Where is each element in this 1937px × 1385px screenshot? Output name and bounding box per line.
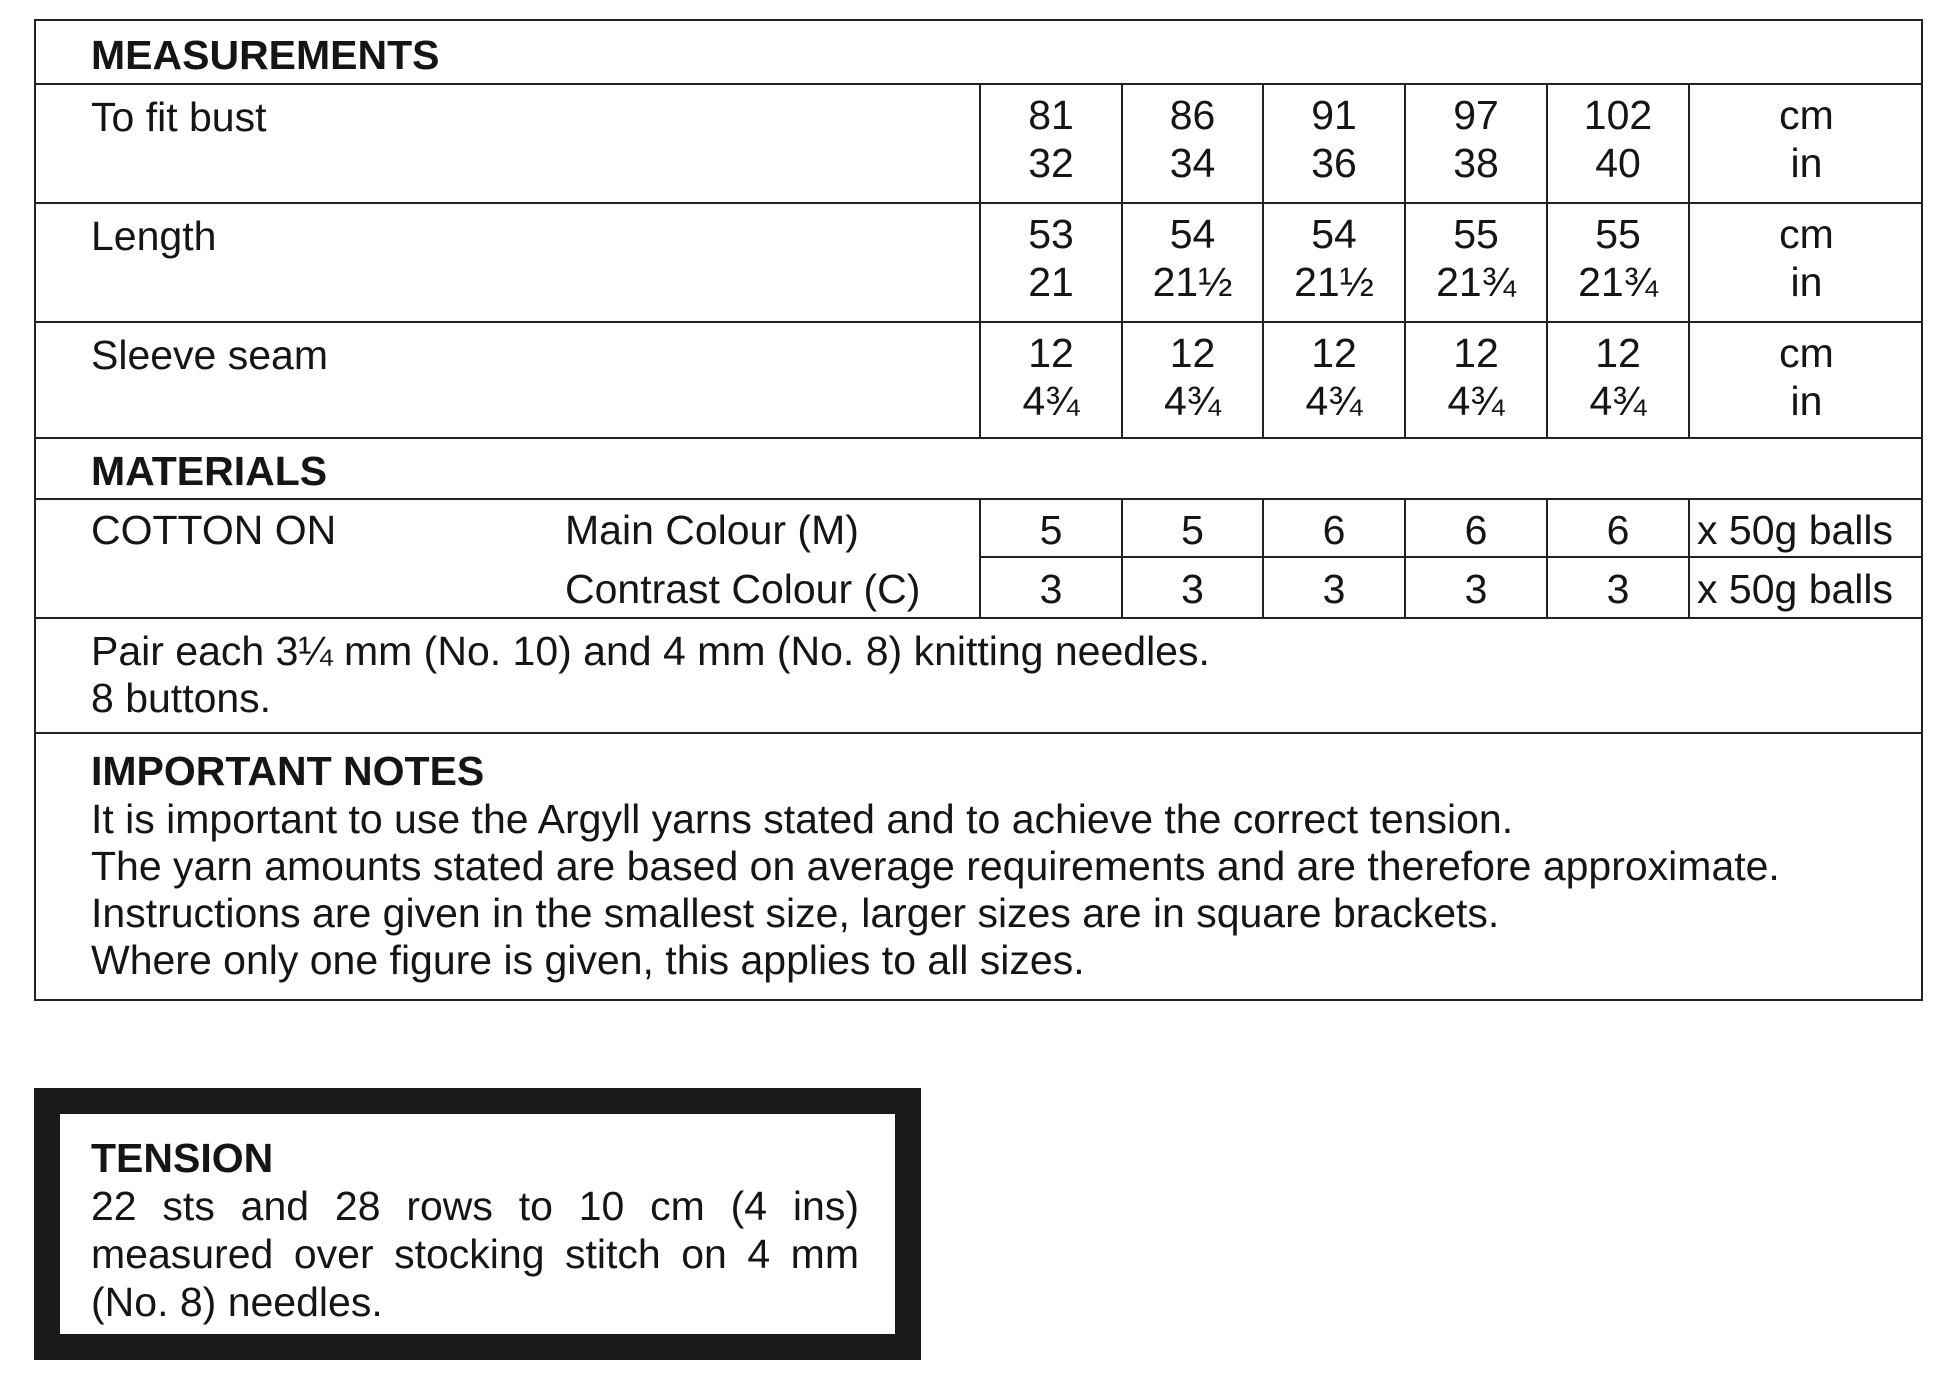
main-colour-size-4: 6: [1464, 507, 1488, 553]
materials-heading: MATERIALS: [91, 448, 328, 494]
sleeve-size-4: 12 4¾: [1447, 330, 1505, 424]
note-line-4: Where only one figure is given, this applies to all sizes.: [91, 937, 1085, 983]
rule-above-notes: [36, 732, 1921, 734]
length-units: cm in: [1779, 211, 1834, 305]
sleeve-size-1: 12 4¾: [1022, 330, 1080, 424]
bust-units: cm in: [1779, 92, 1834, 186]
main-colour-size-5: 6: [1606, 507, 1630, 553]
length-size-1: 53 21: [1028, 211, 1074, 305]
row-label-bust: To fit bust: [91, 94, 267, 140]
note-line-3: Instructions are given in the smallest size, larger sizes are in square brackets.: [91, 890, 1500, 936]
tension-heading: TENSION: [91, 1135, 274, 1181]
contrast-colour-size-4: 3: [1464, 566, 1488, 612]
length-size-2: 54 21½: [1152, 211, 1233, 305]
materials-column-rule-6: [1688, 498, 1690, 619]
main-colour-unit: x 50g balls: [1697, 507, 1894, 553]
important-notes-heading: IMPORTANT NOTES: [91, 748, 485, 794]
contrast-colour-label: Contrast Colour (C): [565, 566, 921, 612]
main-colour-size-3: 6: [1322, 507, 1346, 553]
note-line-1: It is important to use the Argyll yarns stated and to achieve the correct tension.: [91, 796, 1514, 842]
bust-size-2: 86 34: [1169, 92, 1216, 186]
sleeve-size-2: 12 4¾: [1164, 330, 1221, 424]
row-label-length: Length: [91, 213, 217, 259]
contrast-colour-size-3: 3: [1322, 566, 1346, 612]
sleeve-size-5: 12 4¾: [1589, 330, 1647, 424]
bust-size-5: 102 40: [1583, 92, 1653, 186]
tension-line-3: (No. 8) needles.: [91, 1279, 383, 1325]
tension-line-1: 22 sts and 28 rows to 10 cm (4 ins): [91, 1183, 859, 1229]
note-line-2: The yarn amounts stated are based on average requirements and are therefore approximate.: [91, 843, 1780, 889]
length-size-5: 55 21¾: [1578, 211, 1658, 305]
sleeve-units: cm in: [1779, 330, 1834, 424]
tension-box: [60, 1114, 895, 1334]
yarn-name: COTTON ON: [91, 507, 337, 553]
bust-size-4: 97 38: [1453, 92, 1499, 186]
contrast-colour-size-5: 3: [1606, 566, 1630, 612]
sleeve-size-3: 12 4¾: [1305, 330, 1363, 424]
length-size-3: 54 21½: [1294, 211, 1374, 305]
length-size-4: 55 21¾: [1436, 211, 1516, 305]
pattern-specifications-table: [34, 19, 1923, 1001]
row-label-sleeve-seam: Sleeve seam: [91, 332, 329, 378]
main-colour-size-2: 5: [1181, 507, 1204, 553]
main-colour-label: Main Colour (M): [565, 507, 859, 553]
contrast-colour-size-1: 3: [1039, 566, 1063, 612]
tension-box-frame: [34, 1088, 921, 1360]
tension-line-2: measured over stocking stitch on 4 mm: [91, 1231, 859, 1277]
bust-size-3: 91 36: [1311, 92, 1357, 186]
bust-size-1: 81 32: [1028, 92, 1074, 186]
contrast-colour-unit: x 50g balls: [1697, 566, 1894, 612]
measurements-heading: MEASUREMENTS: [91, 32, 440, 78]
needles-text: Pair each 3¼ mm (No. 10) and 4 mm (No. 8) knitting needles.: [91, 628, 1210, 674]
buttons-text: 8 buttons.: [91, 675, 272, 721]
contrast-colour-size-2: 3: [1181, 566, 1204, 612]
main-colour-size-1: 5: [1039, 507, 1063, 553]
